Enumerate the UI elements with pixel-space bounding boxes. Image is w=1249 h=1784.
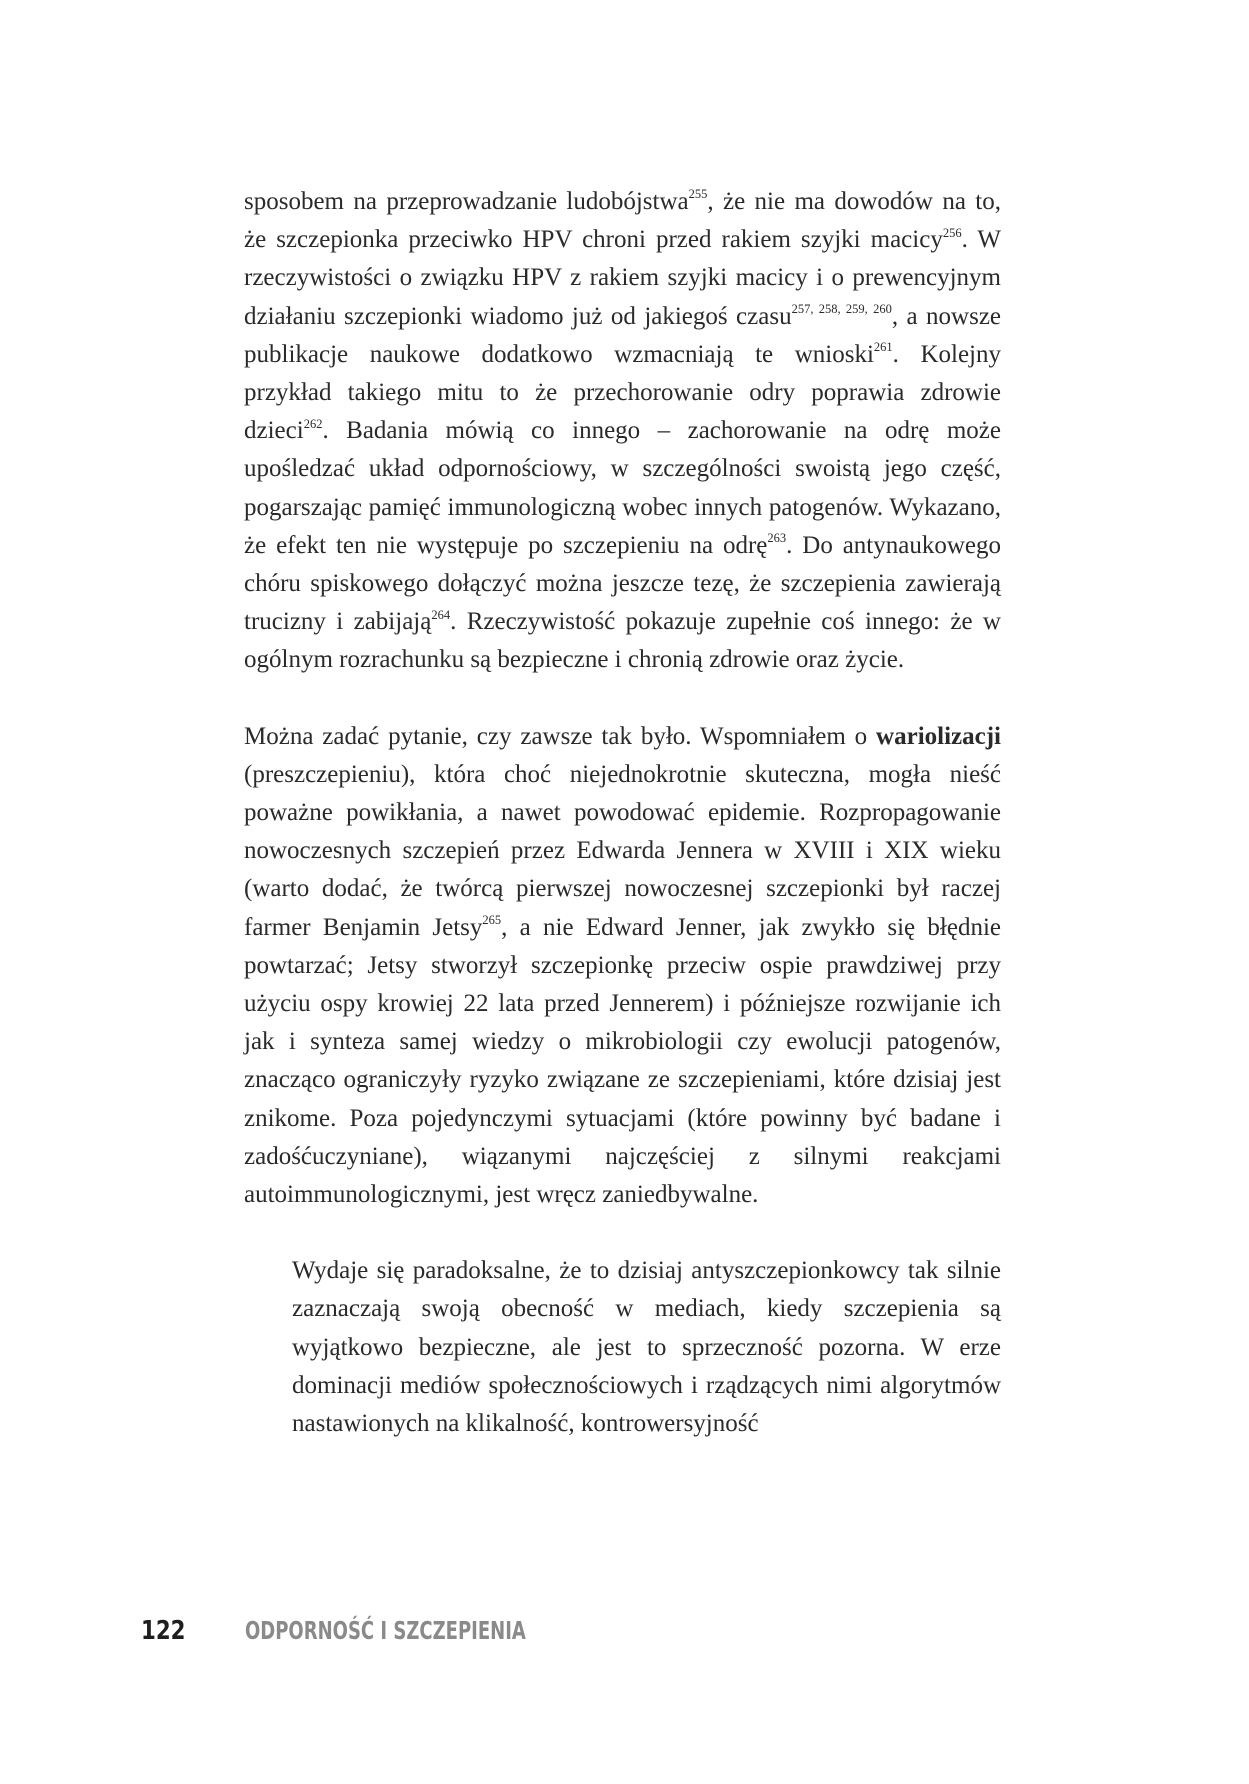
footnote-reference: 264 <box>431 607 451 622</box>
footnote-reference: 265 <box>482 913 502 928</box>
footnote-reference: 257, 258, 259, 260 <box>791 302 892 317</box>
page-number: 122 <box>141 1616 186 1646</box>
text-run: . Do antynaukowego chóru spiskowego dołączyć można jeszcze tezę, że szczepienia zawierają trucizny i zabijają <box>244 531 1002 636</box>
footnote-reference: 262 <box>303 416 323 431</box>
text-run: (preszczepieniu), która choć niejednokrotnie skuteczna, mogła nieść poważne powikłania, a nawet powodować epidemie. Rozpropagowanie nowoczesnych szczepień przez Edwarda Jennera w XVIII i XIX wieku (warto dodać, że twórcą pierwszej nowoczesnej szczepionki był raczej farmer Benjamin Jetsy <box>244 760 1001 941</box>
text-run: sposobem na przeprowadzanie ludobójstwa <box>244 188 689 215</box>
footnote-reference: 263 <box>767 531 787 546</box>
text-run: Wydaje się paradoksalne, że to dzisiaj antyszczepionkowcy tak silnie zaznaczają swoją obecność w mediach, kiedy szczepienia są wyjątkowo bezpieczne, ale jest to sprzeczność pozorna. W erze dominacji mediów społecznościowych i rządzących nimi algorytmów nastawionych na klikalność, kontrowersyjność <box>292 1257 1001 1438</box>
page-footer <box>141 1616 526 1656</box>
footnote-reference: 255 <box>688 187 708 202</box>
text-run: , a nie Edward Jenner, jak zwykło się błędnie powtarzać; Jetsy stworzył szczepionkę przeciw ospie prawdziwej przy użyciu ospy krowiej 22 lata przed Jennerem) i późniejsze rozwijanie ich jak i synteza samej wiedzy o mikrobiologii czy ewolucji patogenów, znacząco ograniczyły ryzyko związane ze szczepieniami, które dzisiaj jest znikome. Poza pojedynczymi sytuacjami (które powinny być badane i zadośćuczyniane), wiązanymi najczęściej z silnymi reakcjami autoimmunologicznymi, jest wręcz zaniedbywalne. <box>244 913 1002 1209</box>
text-run: , że nie ma dowodów na to, że szczepionka przeciwko HPV chroni przed rakiem szyjki macicy <box>244 188 1001 254</box>
bold-term: wariolizacji <box>876 722 1001 750</box>
running-head: ODPORNOŚĆ I SZCZEPIENIA <box>245 1616 526 1645</box>
text-run: . Kolejny przykład takiego mitu to że przechorowanie odry poprawia zdrowie dzieci <box>244 340 1001 445</box>
text-run: . W rzeczywistości o związku HPV z rakiem szyjki macicy i o prewencyjnym działaniu szczepionki wiadomo już od jakiegoś czasu <box>244 226 1001 330</box>
footnote-reference: 261 <box>873 340 893 355</box>
paragraph <box>244 718 1001 1215</box>
text-run: . Rzeczywistość pokazuje zupełnie coś innego: że w ogólnym rozrachunku są bezpieczne i chronią zdrowie oraz życie. <box>244 608 1001 674</box>
body-text <box>244 183 1001 1443</box>
text-run: , a nowsze publikacje naukowe dodatkowo wzmacniają te wnioski <box>244 302 1002 368</box>
indented-paragraph <box>292 1252 1001 1443</box>
text-run: Można zadać pytanie, czy zawsze tak było. Wspomniałem o <box>244 722 877 750</box>
text-run: . Badania mówią co innego – zachorowanie na odrę może upośledzać układ odpornościowy, w szczególności swoistą jego część, pogarszając pamięć immunologiczną wobec innych patogenów. Wykazano, że efekt ten nie występuje po szczepieniu na odrę <box>244 417 1001 559</box>
footnote-reference: 256 <box>942 225 962 240</box>
paragraph <box>244 183 1001 680</box>
